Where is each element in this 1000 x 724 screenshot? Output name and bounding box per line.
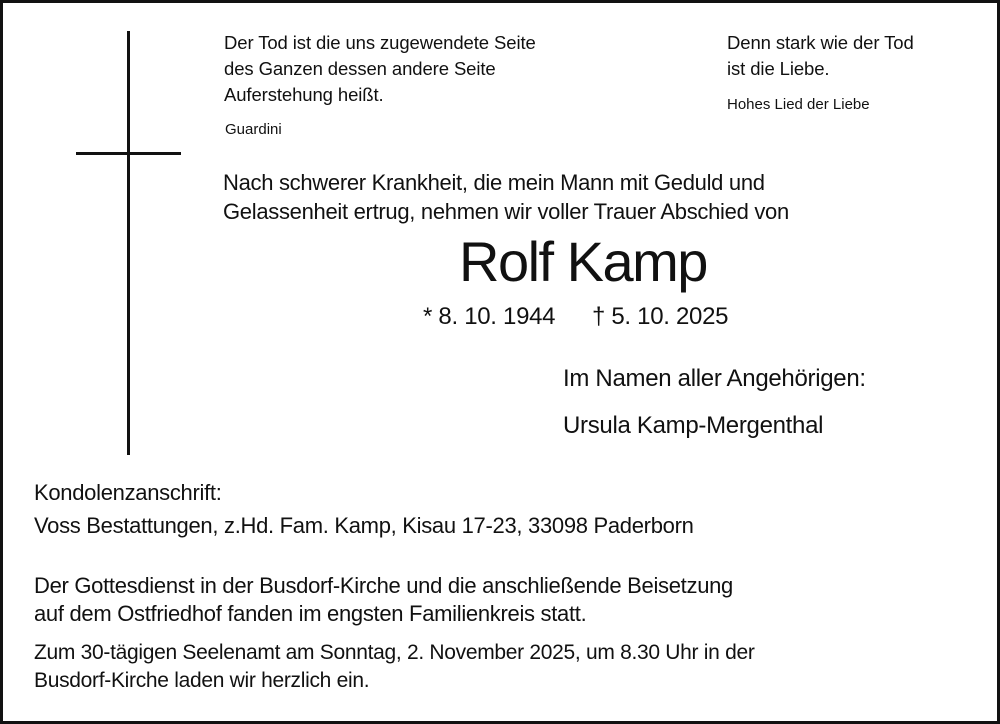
intro-line: Gelassenheit ertrug, nehmen wir voller Trauer Abschied von — [223, 199, 789, 224]
signature-label: Im Namen aller Angehörigen: — [563, 365, 866, 392]
service-line: Der Gottesdienst in der Busdorf-Kirche und die anschließende Beisetzung — [34, 573, 733, 598]
quote-right-line: Denn stark wie der Tod — [727, 32, 914, 53]
life-dates — [423, 303, 728, 331]
quote-left — [224, 30, 536, 108]
quote-right — [727, 30, 914, 82]
quote-left-line: des Ganzen dessen andere Seite — [224, 58, 496, 79]
service-line: auf dem Ostfriedhof fanden im engsten Familienkreis statt. — [34, 601, 587, 626]
intro-line: Nach schwerer Krankheit, die mein Mann mit Geduld und — [223, 170, 765, 195]
requiem-text — [34, 639, 974, 695]
death-date: † 5. 10. 2025 — [591, 303, 729, 330]
signature-name: Ursula Kamp-Mergenthal — [563, 412, 824, 439]
service-text — [34, 572, 974, 628]
quote-left-source: Guardini — [225, 121, 282, 138]
intro-text — [223, 168, 789, 226]
quote-left-line: Der Tod ist die uns zugewendete Seite — [224, 32, 536, 53]
condolence-label: Kondolenzanschrift: — [34, 480, 222, 505]
cross-horizontal-bar — [76, 152, 181, 155]
quote-right-source: Hohes Lied der Liebe — [727, 96, 870, 113]
condolence-address: Voss Bestattungen, z.Hd. Fam. Kamp, Kisau 17-23, 33098 Paderborn — [34, 513, 694, 538]
requiem-line: Zum 30-tägigen Seelenamt am Sonntag, 2. November 2025, um 8.30 Uhr in der — [34, 641, 755, 664]
cross-vertical-bar — [127, 31, 130, 455]
quote-right-line: ist die Liebe. — [727, 58, 830, 79]
quote-left-line: Auferstehung heißt. — [224, 84, 384, 105]
deceased-name: Rolf Kamp — [459, 230, 707, 293]
birth-date: * 8. 10. 1944 — [423, 303, 556, 330]
requiem-line: Busdorf-Kirche laden wir herzlich ein. — [34, 669, 370, 692]
